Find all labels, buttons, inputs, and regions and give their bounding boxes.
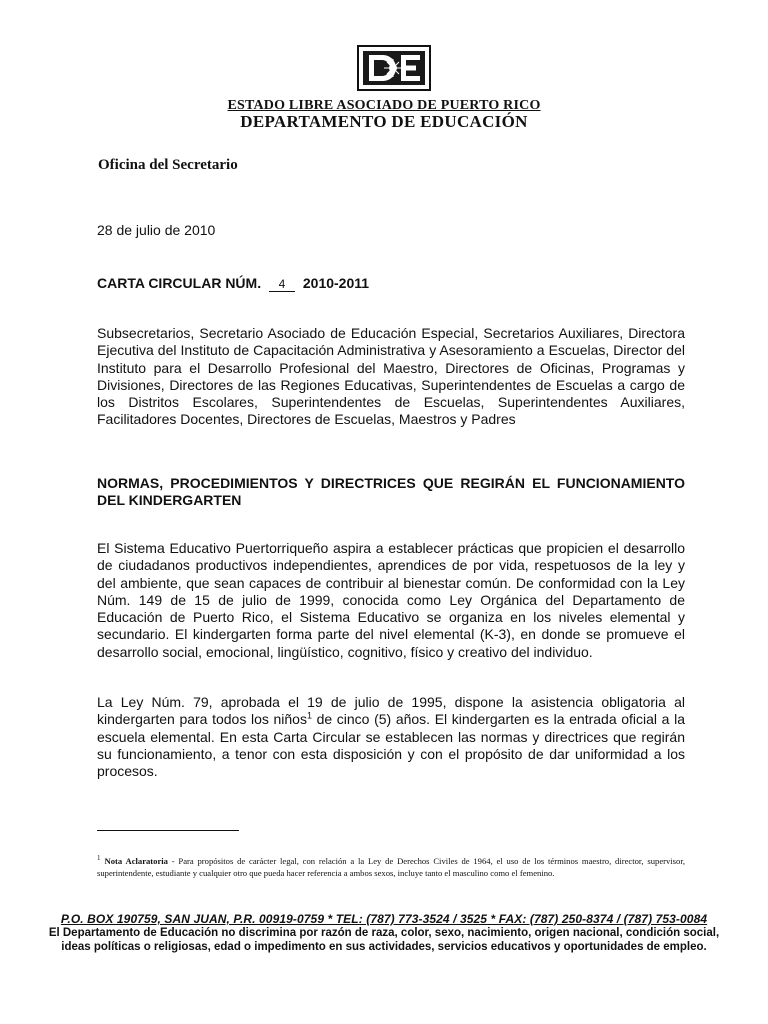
footnote-divider [97,830,239,831]
footer-disclaimer [0,926,768,954]
recipients-list: Subsecretarios, Secretario Asociado de Educación Especial, Secretarios Auxiliares, Directora Ejecutiva del Instituto de Capacitación Administrativa y Asesoramiento a Escuelas, Director del Instituto para el Desarrollo Profesional del Maestro, Directores de Oficinas, Programas y Divisiones, Directores de las Regiones Educativas, Superintendentes de Escuelas a cargo de los Distritos Escolares, Superintendentes de Escuelas, Superintendentes Auxiliares, Facilitadores Docentes, Directores de Escuelas, Maestros y Padres [97,325,685,428]
header-department: DEPARTAMENTO DE EDUCACIÓN [240,112,528,131]
footnote-mark: 1 [97,854,101,862]
circular-num-value: 4 [269,278,295,292]
footer-address: P.O. BOX 190759, SAN JUAN, P.R. 00919-0759 * TEL: (787) 773-3524 / 3525 * FAX: (787) 250-8374 / (787) 753-0084 [60,912,708,926]
footnote [97,852,685,879]
footnote-text: - Para propósitos de carácter legal, con relación a la Ley de Derechos Civiles de 1964, el uso de los términos maestro, director, supervisor, superintendente, estudiante y cualquier otro que pueda hacer referencia a ambos sexos, incluye tanto el masculino como el femenino. [97,855,685,878]
body-paragraph-1: El Sistema Educativo Puertorriqueño aspira a establecer prácticas que propicien el desarrollo de ciudadanos productivos independientes, aprendices de por vida, respetuosos de la ley y del ambiente, que sean capaces de contribuir al bienestar común. De conformidad con la Ley Núm. 149 de 15 de julio de 1999, conocida como Ley Orgánica del Departamento de Educación de Puerto Rico, el Sistema Educativo se organiza en los niveles elemental y secundario. El kindergarten forma parte del nivel elemental (K-3), en donde se promueve el desarrollo social, emocional, lingüístico, cognitivo, físico y creativo del individuo. [97,540,685,660]
department-logo-icon [357,45,431,91]
header-government: ESTADO LIBRE ASOCIADO DE PUERTO RICO [227,98,541,113]
para2-text-before: La Ley Núm. 79, aprobada el 19 de julio de 1995, dispone la asistencia obligatoria al kindergarten para todos los niños [97,694,685,728]
footnote-reference: 1 [306,710,312,721]
disclaimer-line-1: El Departamento de Educación no discrimina por razón de raza, color, sexo, nacimiento, origen nacional, condición social, [48,927,720,939]
subject-heading: NORMAS, PROCEDIMIENTOS Y DIRECTRICES QUE REGIRÁN EL FUNCIONAMIENTO DEL KINDERGARTEN [97,475,685,509]
disclaimer-line-2: ideas políticas o religiosas, edad o impedimento en sus actividades, servicios educativos y oportunidades de empleo. [61,941,707,953]
letter-date: 28 de julio de 2010 [97,222,216,238]
body-paragraph-2 [97,694,685,780]
circular-year: 2010-2011 [302,275,370,291]
office-name: Oficina del Secretario [98,157,238,173]
circular-number [97,275,369,292]
para2-text-after: de cinco (5) años. El kindergarten es la entrada oficial a la escuela elemental. En esta Carta Circular se establecen las normas y directrices que regirán su funcionamiento, a tenor con esta disposición y con el propósito de dar uniformidad a los procesos. [97,711,685,780]
footnote-title: Nota Aclaratoria [104,855,168,866]
circular-label: CARTA CIRCULAR NÚM. [97,275,262,291]
